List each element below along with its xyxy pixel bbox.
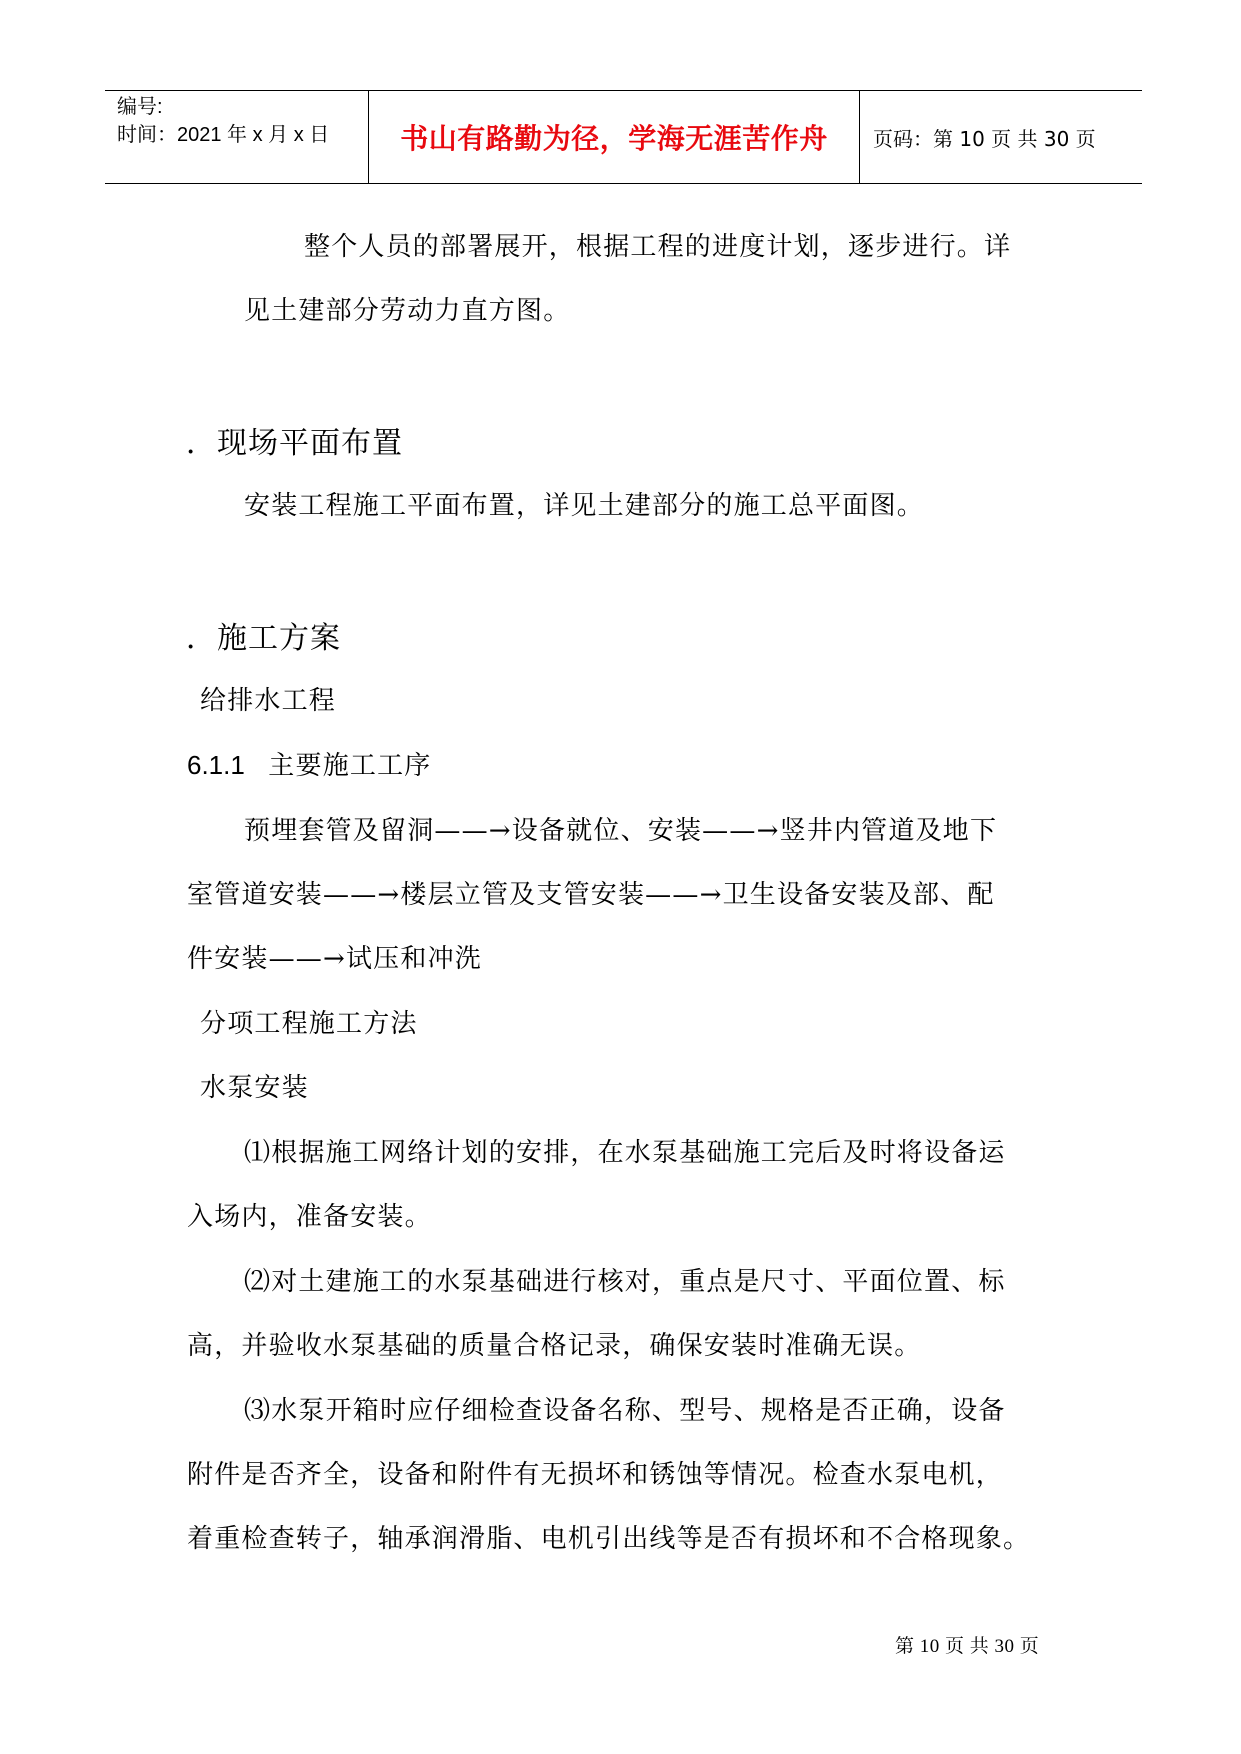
paragraph-line: 整个人员的部署展开，根据工程的进度计划，逐步进行。详 [304, 232, 1012, 262]
time-label: 时间：2021 年 x 月 x 日 [117, 124, 330, 146]
subsection-heading [187, 745, 432, 782]
header-divider [859, 91, 860, 183]
paragraph-line: ⑴根据施工网络计划的安排，在水泵基础施工完后及时将设备运 [244, 1138, 1006, 1168]
paragraph-line: 高，并验收水泵基础的质量合格记录，确保安装时准确无误。 [187, 1331, 922, 1361]
header-motto: 书山有路勤为径，学海无涯苦作舟 [400, 122, 828, 155]
subsection-heading: 水泵安装 [200, 1073, 309, 1103]
subsection-number: 6.1.1 [187, 750, 245, 780]
paragraph-line: 见土建部分劳动力直方图。 [244, 296, 571, 326]
subsection-title: 主要施工工序 [268, 751, 432, 781]
subsection-heading: 给排水工程 [200, 686, 337, 716]
paragraph-line: 着重检查转子，轴承润滑脂、电机引出线等是否有损坏和不合格现象。 [187, 1524, 1031, 1554]
paragraph-line: 安装工程施工平面布置，详见土建部分的施工总平面图。 [244, 491, 925, 521]
paragraph-line: 件安装——→试压和冲洗 [187, 944, 482, 974]
paragraph-line: 入场内，准备安装。 [187, 1202, 432, 1232]
document-header [105, 90, 1142, 184]
subsection-heading: 分项工程施工方法 [200, 1009, 418, 1039]
paragraph-line: 室管道安装——→楼层立管及支管安装——→卫生设备安装及部、配 [187, 880, 995, 910]
page-footer: 第 10 页 共 30 页 [895, 1636, 1040, 1657]
paragraph-line: 预埋套管及留洞——→设备就位、安装——→竖井内管道及地下 [244, 816, 998, 846]
section-heading: ．现场平面布置 [186, 426, 403, 461]
header-page-indicator: 页码：第 10 页 共 30 页 [873, 126, 1096, 151]
paragraph-line: ⑶水泵开箱时应仔细检查设备名称、型号、规格是否正确，设备 [244, 1396, 1006, 1426]
paragraph-line: 附件是否齐全，设备和附件有无损坏和锈蚀等情况。检查水泵电机， [187, 1460, 1004, 1490]
paragraph-line: ⑵对土建施工的水泵基础进行核对，重点是尺寸、平面位置、标 [244, 1267, 1006, 1297]
serial-label: 编号: [117, 96, 163, 118]
header-meta [117, 93, 362, 149]
section-heading: ．施工方案 [186, 621, 341, 656]
